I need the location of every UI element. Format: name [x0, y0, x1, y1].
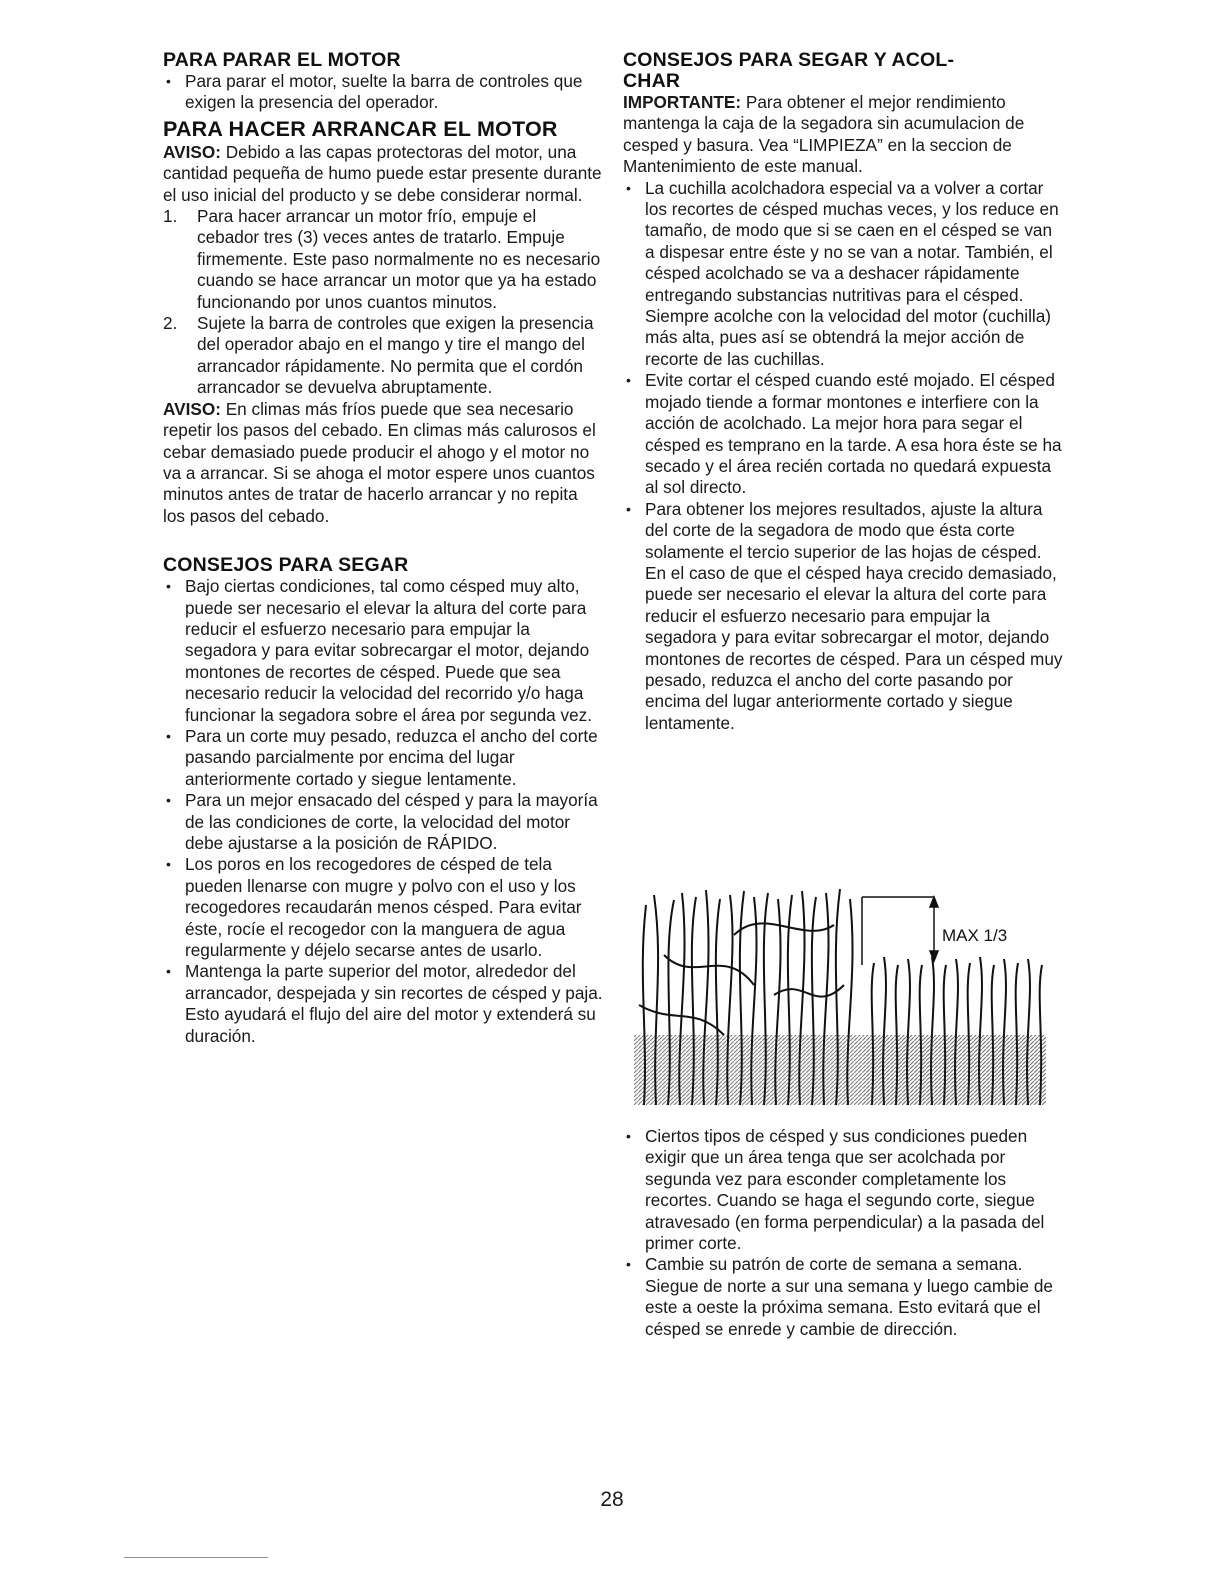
importante-text: Para obtener el mejor rendimiento mantenga la caja de la segadora sin acumulacion de cesped y basura. Vea “LIMPIEZA” en la seccion de Mantenimiento de este manual. — [623, 92, 1025, 177]
step-1-number: 1. — [163, 206, 178, 227]
mulch-bullet: • Cambie su patrón de corte de semana a semana. Siegue de norte a sur una semana y luego cambie de este a oeste la próxima semana. Esto evitará que el césped se enrede y cambie de dirección. — [623, 1254, 1063, 1340]
max-one-third-label: MAX 1/3 — [942, 926, 1008, 945]
right-column — [623, 50, 1063, 734]
stop-engine-bullet: • Para parar el motor, suelte la barra de controles que exigen la presencia del operador. — [163, 71, 603, 114]
mowing-bullet: • Los poros en los recogedores de césped de tela pueden llenarse con mugre y polvo con el uso y los recogedores recaudarán menos césped. Para evitar éste, rocíe el recogedor con la manguera de agua regularmente y déjelo secarse antes de usarlo. — [163, 854, 603, 961]
aviso-text-1: Debido a las capas protectoras del motor, una cantidad pequeña de humo puede estar presente durante el uso inicial del producto y se debe considerar normal. — [163, 141, 602, 205]
max-height-marker — [862, 897, 938, 965]
aviso-text-2: En climas más fríos puede que sea necesario repetir los pasos del cebado. En climas más calurosos el cebar demasiado puede producir el ahogo y el motor no va a arrancar. Si se ahoga el motor espere unos cuantos minutos antes de tratar de hacerlo arrancar y no repita los pasos del cebado. — [163, 398, 596, 526]
mulch-bullet: • Evite cortar el césped cuando esté mojado. El césped mojado tiende a formar montones e interfiere con la acción de acolchado. La mejor hora para segar el césped es temprano en la tarde. A esa hora éste se ha secado y el área recién cortada no quedará expuesta al sol directo. — [623, 370, 1063, 498]
step-2-number: 2. — [163, 313, 178, 334]
footer-rule — [124, 1557, 268, 1558]
mowing-bullet: • Para un corte muy pesado, reduzca el ancho del corte pasando parcialmente por encima del lugar anteriormente cortado y siegue lentamente. — [163, 726, 603, 790]
start-engine-heading: PARA HACER ARRANCAR EL MOTOR — [163, 116, 558, 141]
mowing-bullet: • Para un mejor ensacado del césped y para la mayoría de las condiciones de corte, la velocidad del motor debe ajustarse a la posición de RÁPIDO. — [163, 790, 603, 854]
step-1 — [163, 206, 603, 313]
aviso-paragraph-1 — [163, 142, 603, 206]
importante-paragraph — [623, 92, 1063, 178]
mulch-bullet: • La cuchilla acolchadora especial va a volver a cortar los recortes de césped muchas veces, y los reduce en tamaño, de modo que si se caen en el césped se van a dispesar entre éste y no se van a notar. También, el césped acolchado se va a deshacer rápidamente entregando substancias nutritivas para el césped. Siempre acolche con la velocidad del motor (cuchilla) más alta, pues así se obtendrá la mejor acción de recorte de las cuchillas. — [623, 178, 1063, 371]
mowing-bullet: • Mantenga la parte superior del motor, alrededor del arrancador, despejada y sin recortes de césped y paja. Esto ayudará el flujo del aire del motor y extenderá su duración. — [163, 961, 603, 1047]
mowing-bullet: • Bajo ciertas condiciones, tal como césped muy alto, puede ser necesario el elevar la altura del corte para reducir el esfuerzo necesario para empujar la segadora y para evitar sobrecargar el motor, dejando montones de recortes de césped. Puede que sea necesario reducir la velocidad del recorrido y/o haga funcionar la segadora sobre el área por segunda vez. — [163, 576, 603, 726]
mowing-tips-heading: CONSEJOS PARA SEGAR — [163, 554, 409, 577]
step-1-text: Para hacer arrancar un motor frío, empuje el cebador tres (3) veces antes de tratarlo. Empuje firmemente. Este paso normalmente no es necesario cuando se hace arrancar un motor que ya ha estado funcionando por unos cuantos minutos. — [197, 206, 601, 312]
mulch-tips-heading — [623, 50, 1063, 92]
aviso-label-2: AVISO: — [163, 398, 221, 419]
mulch-heading-line-2: CHAR — [623, 70, 681, 92]
stop-engine-heading: PARA PARAR EL MOTOR — [163, 49, 401, 71]
right-column-lower — [623, 1126, 1063, 1340]
step-2 — [163, 313, 603, 399]
importante-label: IMPORTANTE: — [623, 92, 742, 112]
mulch-bullet: • Para obtener los mejores resultados, ajuste la altura del corte de la segadora de modo que ésta corte solamente el tercio superior de las hojas de césped. En el caso de que el césped haya crecido demasiado, puede ser necesario el elevar la altura del corte para reducir el esfuerzo necesario para empujar la segadora y para evitar sobrecargar el motor, dejando montones de recortes de césped. Para un césped muy pesado, reduzca el ancho del corte pasando por encima del lugar anteriormente cortado y siegue lentamente. — [623, 499, 1063, 734]
step-2-text: Sujete la barra de controles que exigen la presencia del operador abajo en el mango y tire el mango del arrancador rápidamente. No permita que el cordón arrancador se devuelva abruptamente. — [197, 313, 594, 398]
aviso-paragraph-2 — [163, 399, 603, 527]
mulch-bullet: • Ciertos tipos de césped y sus condiciones pueden exigir que un área tenga que ser acolchada por segunda vez para esconder completamente los recortes. Cuando se haga el segundo corte, siegue atravesado (en forma perpendicular) a la pasada del primer corte. — [623, 1126, 1063, 1254]
mulch-heading-line-1: CONSEJOS PARA SEGAR Y ACOL- — [623, 49, 955, 71]
page-number: 28 — [600, 1488, 624, 1511]
aviso-label-1: AVISO: — [163, 141, 221, 162]
grass-cut-height-illustration — [634, 885, 1046, 1105]
left-column — [163, 50, 603, 1047]
